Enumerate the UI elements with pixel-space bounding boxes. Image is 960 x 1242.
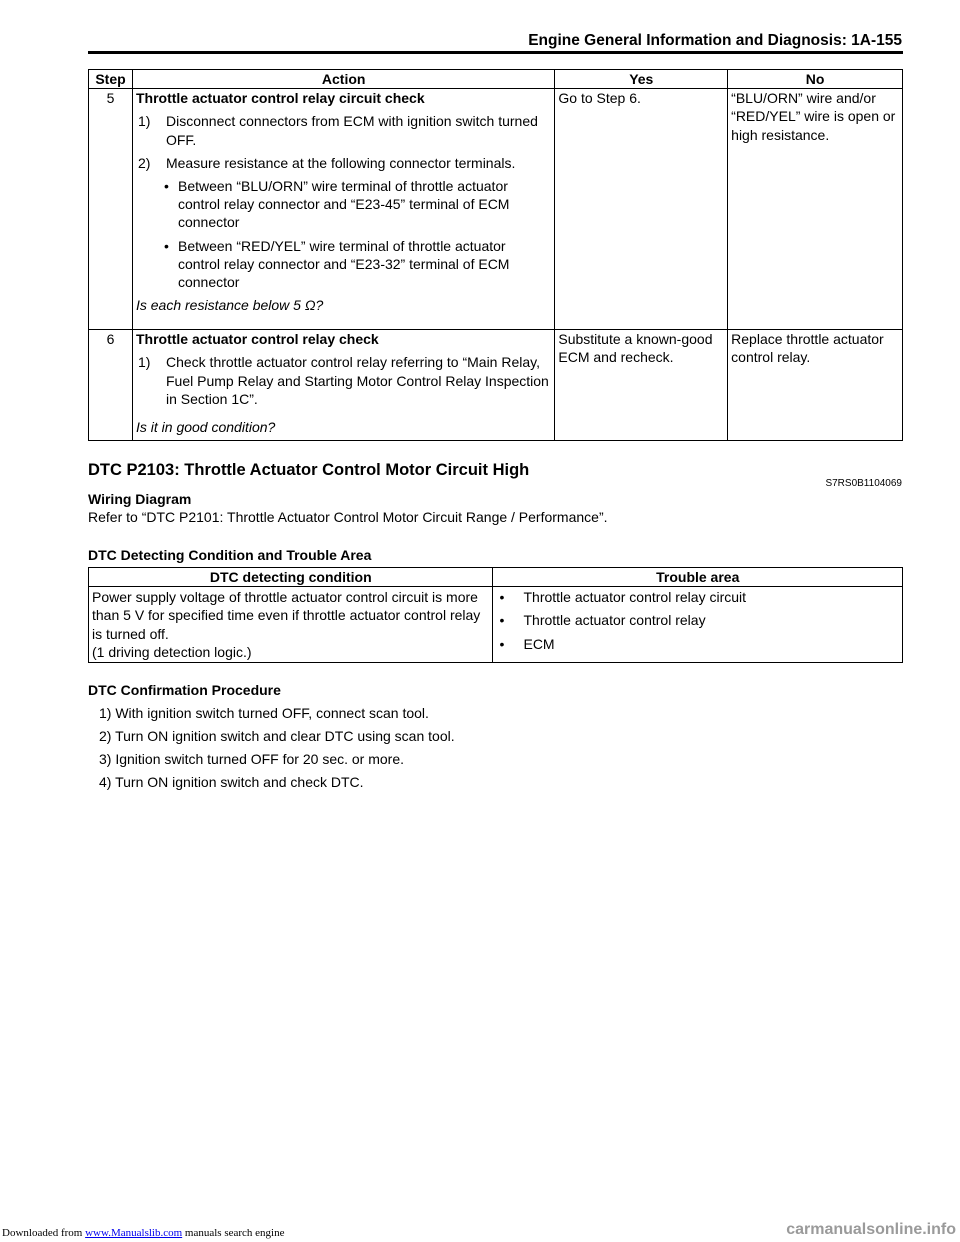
footer-prefix: Downloaded from [2, 1227, 86, 1239]
action-cell [132, 330, 554, 441]
column-header-step: Step [89, 70, 133, 89]
wiring-diagram-text: Refer to “DTC P2101: Throttle Actuator Control Motor Circuit Range / Performance”. [88, 509, 608, 525]
condition-cell [89, 587, 493, 663]
column-header-no: No [728, 70, 903, 89]
bullet-dot: • [499, 635, 505, 652]
condition-note: (1 driving detection logic.) [92, 643, 252, 660]
list-item [496, 635, 899, 653]
action-question: Is each resistance below 5 Ω? [135, 297, 324, 314]
bullet-dot: • [163, 237, 169, 254]
trouble-area-cell [493, 587, 903, 663]
confirmation-step: 3) Ignition switch turned OFF for 20 sec. or more. [99, 751, 405, 767]
item-text: Measure resistance at the following connector terminals. [165, 154, 516, 171]
confirmation-procedure-heading: DTC Confirmation Procedure [88, 682, 281, 698]
table-header-row [89, 70, 903, 89]
detecting-condition-heading: DTC Detecting Condition and Trouble Area [88, 547, 372, 563]
area-text: Throttle actuator control relay circuit [523, 589, 747, 606]
table-row-step-6 [89, 330, 903, 441]
bullet-dot: • [499, 589, 505, 606]
action-item [136, 112, 551, 148]
step-number: 5 [89, 89, 133, 330]
action-bullet [164, 237, 551, 292]
condition-text: Power supply voltage of throttle actuator control circuit is more than 5 V for specified time even if throttle actuator control relay is turned off. [92, 589, 481, 642]
item-number: 1) [137, 113, 151, 130]
download-footer [2, 1226, 284, 1240]
bullet-dot: • [163, 177, 169, 194]
confirmation-step: 2) Turn ON ignition switch and clear DTC using scan tool. [99, 728, 455, 744]
yes-cell: Substitute a known-good ECM and recheck. [555, 330, 728, 441]
area-text: Throttle actuator control relay [523, 612, 706, 629]
page-header-title: Engine General Information and Diagnosis: 1A-155 [528, 32, 902, 49]
action-bullet [164, 177, 551, 232]
item-text: Check throttle actuator control relay referring to “Main Relay, Fuel Pump Relay and Starting Motor Control Relay Inspection in Section 1C”. [165, 354, 549, 407]
column-header-condition: DTC detecting condition [89, 568, 493, 587]
confirmation-step: 4) Turn ON ignition switch and check DTC. [99, 774, 364, 790]
item-number: 2) [137, 154, 151, 171]
action-title: Throttle actuator control relay check [135, 331, 379, 348]
item-number: 1) [137, 354, 151, 371]
section-code: S7RS0B1104069 [825, 478, 902, 489]
column-header-yes: Yes [555, 70, 728, 89]
dtc-condition-table [88, 567, 903, 663]
footer-suffix: manuals search engine [182, 1227, 285, 1239]
manualslib-link[interactable]: www.Manualslib.com [85, 1227, 183, 1239]
step-number: 6 [89, 330, 133, 441]
bullet-dot: • [499, 612, 505, 629]
action-item [136, 154, 551, 172]
item-text: Disconnect connectors from ECM with ignition switch turned OFF. [165, 113, 538, 148]
yes-cell: Go to Step 6. [555, 89, 728, 330]
action-question: Is it in good condition? [135, 418, 276, 435]
section-title: DTC P2103: Throttle Actuator Control Motor Circuit High [88, 461, 530, 479]
column-header-trouble-area: Trouble area [493, 568, 903, 587]
bullet-text: Between “RED/YEL” wire terminal of throttle actuator control relay connector and “E23-32” terminal of ECM connector [177, 237, 510, 290]
action-title: Throttle actuator control relay circuit check [135, 90, 425, 107]
no-cell: Replace throttle actuator control relay. [728, 330, 903, 441]
header-rule [88, 51, 903, 54]
action-item [136, 353, 551, 408]
column-header-action: Action [132, 70, 554, 89]
diagnosis-steps-table [88, 69, 903, 441]
no-cell: “BLU/ORN” wire and/or “RED/YEL” wire is open or high resistance. [728, 89, 903, 330]
bullet-text: Between “BLU/ORN” wire terminal of throttle actuator control relay connector and “E23-45” terminal of ECM connector [177, 177, 510, 231]
list-item [496, 588, 899, 606]
action-cell [132, 89, 554, 330]
table-row [89, 587, 903, 663]
list-item [496, 611, 899, 629]
area-text: ECM [523, 635, 555, 652]
confirmation-step: 1) With ignition switch turned OFF, connect scan tool. [99, 705, 429, 721]
table-header-row [89, 568, 903, 587]
watermark-text: carmanualsonline.info [786, 1221, 956, 1238]
wiring-diagram-heading: Wiring Diagram [88, 491, 192, 507]
table-row-step-5 [89, 89, 903, 330]
